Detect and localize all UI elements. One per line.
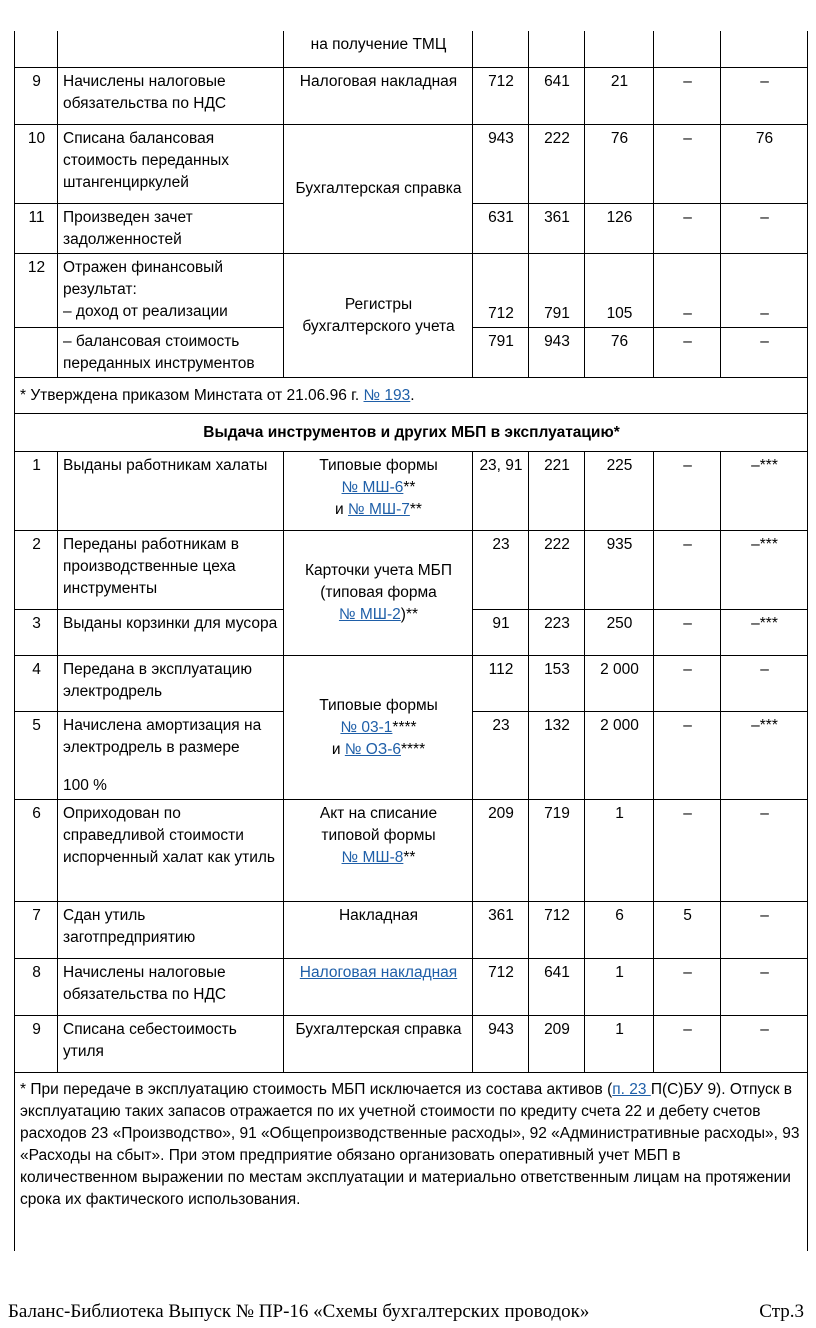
table-row: 9 Начислены налоговые обязательства по НДС Налоговая накладная 712 641 21 – – [15, 67, 808, 124]
doc-cell: Типовые формы № 03-1**** и № ОЗ-6**** [284, 655, 473, 799]
doc-cell: Регистры бухгалтерского учета [284, 253, 473, 377]
form-link-oz-6[interactable]: № ОЗ-6 [344, 740, 401, 758]
table-row: 9 Списана себестоимость утиля Бухгалтерская справка 943 209 1 – – [15, 1015, 808, 1072]
postings-table [14, 31, 808, 1251]
table-row: 5 Начислена амортизация на электродрель в размере 100 % 23 132 2 000 – –*** [15, 711, 808, 799]
doc-cell: Акт на списание типовой формы № МШ-8** [284, 799, 473, 901]
table-row: 12 Отражен финансовый результат: – доход от реализации Регистры бухгалтерского учета 712 791 105 – – [15, 253, 808, 327]
form-link-msh2[interactable]: № МШ-2 [338, 606, 401, 623]
form-link-03-1[interactable]: № 03-1 [340, 718, 393, 736]
table-row: 2 Переданы работникам в производственные цеха инструменты Карточки учета МБП (типовая форма № МШ-2)** 23 222 935 – –*** [15, 530, 808, 609]
section-header-row [15, 413, 808, 451]
section-title: Выдача инструментов и других МБП в эксплуатацию* [15, 413, 808, 451]
table-row: 7 Сдан утиль заготпредприятию Накладная 361 712 6 5 – [15, 901, 808, 958]
table-row: 1 Выданы работникам халаты Типовые формы № МШ-6** и № МШ-7** 23, 91 221 225 – –*** [15, 451, 808, 530]
doc-cell: на получение ТМЦ [284, 31, 473, 67]
doc-cell: Типовые формы № МШ-6** и № МШ-7** [284, 451, 473, 530]
table-row: 4 Передана в эксплуатацию электродрель Типовые формы № 03-1**** и № ОЗ-6**** 112 153 2 000 – – [15, 655, 808, 711]
table-row: 10 Списана балансовая стоимость переданных штангенциркулей Бухгалтерская справка 943 222 76 – 76 [15, 124, 808, 203]
form-link-msh8[interactable]: № МШ-8 [341, 848, 404, 866]
footer-title: Баланс-Библиотека Выпуск № ПР-16 «Схемы бухгалтерских проводок» [8, 1301, 590, 1322]
tax-invoice-link[interactable]: Налоговая накладная [299, 963, 458, 981]
table-row [15, 31, 808, 67]
note-row: * При передаче в эксплуатацию стоимость МБП исключается из состава активов (п. 23 П(С)БУ 9). Отпуск в эксплуатацию таких запасов отражается по их учетной стоимости по кредиту счета 22 и дебету счетов расходов 23 «Производство», 91 «Общепроизводственные расходы», 92 «Административные расходы», 93 «Расходы на сбыт». При этом предприятие обязано организовать оперативный учет МБП в количественном выражении по местам эксплуатации и материально ответственным лицам на протяжении срока их фактического использования. [15, 1072, 808, 1251]
doc-cell: Бухгалтерская справка [284, 124, 473, 253]
note-row: * Утверждена приказом Минстата от 21.06.96 г. № 193. [15, 377, 808, 413]
table-row: 6 Оприходован по справедливой стоимости испорченный халат как утиль Акт на списание типовой формы № МШ-8** 209 719 1 – – [15, 799, 808, 901]
form-link-msh7[interactable]: № МШ-7 [348, 500, 410, 518]
table-row: 8 Начислены налоговые обязательства по НДС Налоговая накладная 712 641 1 – – [15, 958, 808, 1015]
page-footer [8, 1301, 808, 1323]
order-link[interactable]: № 193 [363, 386, 411, 404]
form-link-msh6[interactable]: № МШ-6 [341, 478, 404, 496]
page-number: Стр.3 [759, 1301, 804, 1322]
clause-link[interactable]: п. 23 [612, 1080, 651, 1098]
table-row: – балансовая стоимость переданных инструментов 791 943 76 – – [15, 327, 808, 377]
table-row: 11 Произведен зачет задолженностей 631 361 126 – – [15, 203, 808, 253]
table-row: 3 Выданы корзинки для мусора 91 223 250 – –*** [15, 609, 808, 655]
doc-cell: Карточки учета МБП (типовая форма № МШ-2)** [284, 530, 473, 655]
